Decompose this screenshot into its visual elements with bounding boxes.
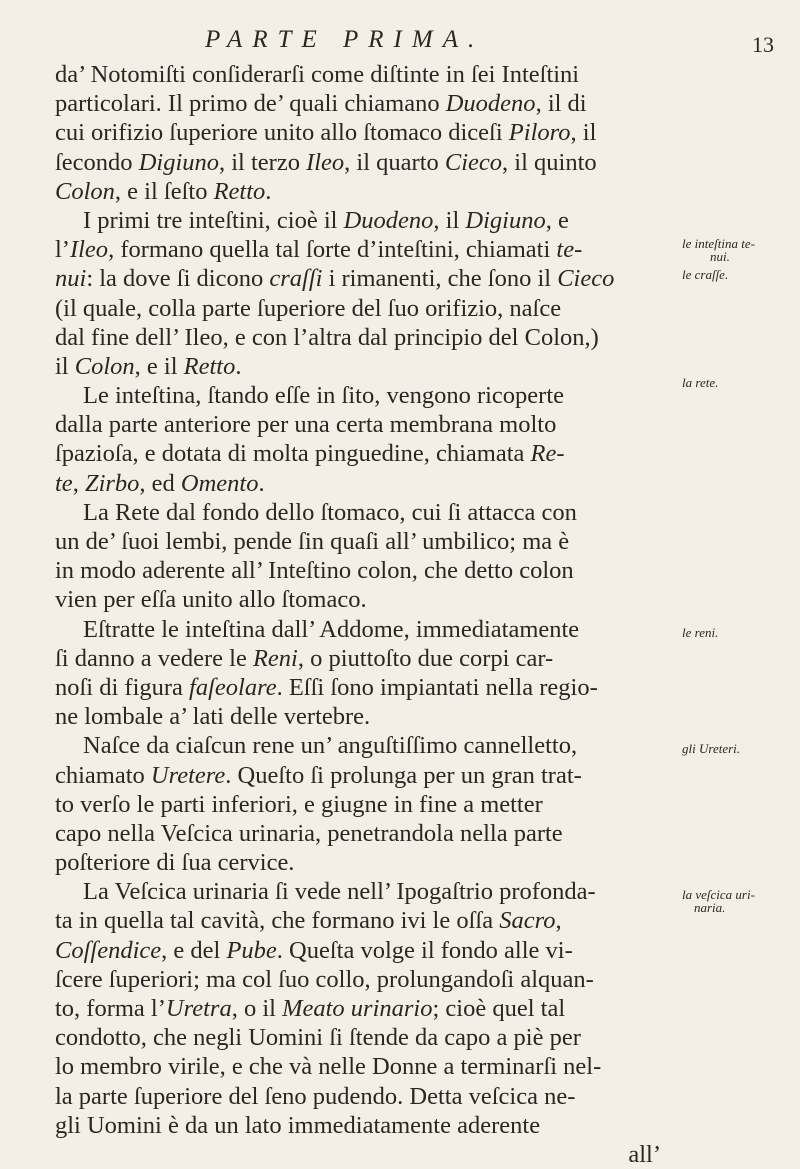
text-line: La Veſcica urinaria ſi vede nell’ Ipogaſtrio profonda- (83, 878, 596, 906)
text-line: La Rete dal fondo dello ſtomaco, cui ſi attacca con (83, 498, 577, 526)
margin-note-rete: la rete. (682, 375, 719, 390)
text-line: to verſo le parti inferiori, e giugne in fine a metter (55, 790, 543, 818)
text-line: te, Zirbo, ed Omento. (55, 469, 265, 497)
running-head: PARTE PRIMA. (205, 26, 485, 53)
text-line: ſpazioſa, e dotata di molta pinguedine, chiamata Re- (55, 440, 565, 468)
text-line: dalla parte anteriore per una certa membrana molto (55, 411, 557, 439)
text-line: Colon, e il ſeſto Retto. (55, 177, 272, 205)
text-line: Naſce da ciaſcun rene un’ anguſtiſſimo cannelletto, (83, 732, 578, 760)
text-line: (il quale, colla parte ſuperiore del ſuo orifizio, naſce (55, 294, 562, 322)
margin-note-intestini-crassi: le craſſe. (682, 267, 729, 282)
text-line: da’ Notomiſti conſiderarſi come diſtinte in ſei Inteſtini (55, 61, 580, 88)
text-line: il Colon, e il Retto. (55, 352, 242, 380)
text-line: nui: la dove ſi dicono craſſi i rimanenti, che ſono il Cieco (55, 265, 615, 293)
text-line: la parte ſuperiore del ſeno pudendo. Detta veſcica ne- (55, 1082, 576, 1110)
text-line: ſi danno a vedere le Reni, o piuttoſto due corpi car- (55, 644, 554, 672)
text-line: particolari. Il primo de’ quali chiamano Duodeno, il di (55, 90, 587, 118)
text-line: lo membro virile, e che và nelle Donne a terminarſi nel- (55, 1053, 602, 1081)
text-line: chiamato Uretere. Queſto ſi prolunga per un gran trat- (55, 761, 582, 789)
text-line: ta in quella tal cavità, che formano ivi le oſſa Sacro, (55, 907, 562, 935)
text-line: in modo aderente all’ Inteſtino colon, che detto colon (55, 557, 574, 585)
text-line: ne lombale a’ lati delle vertebre. (55, 703, 371, 731)
text-line: capo nella Veſcica urinaria, penetrandola nella parte (55, 819, 563, 847)
margin-note-ureteri: gli Ureteri. (682, 741, 741, 756)
text-line: condotto, che negli Uomini ſi ſtende da capo a piè per (55, 1024, 581, 1052)
text-line: un de’ ſuoi lembi, pende ſin quaſi all’ umbilico; ma è (55, 528, 570, 555)
body-text (55, 60, 675, 1169)
margin-note-vescica: la veſcica uri- naria. (682, 887, 755, 915)
text-line: I primi tre inteſtini, cioè il Duodeno, il Digiuno, e (83, 206, 569, 234)
text-line: l’Ileo, formano quella tal ſorte d’inteſtini, chiamati te- (55, 236, 583, 264)
text-line: gli Uomini è da un lato immediatamente aderente (55, 1111, 541, 1139)
page-number: 13 (752, 32, 774, 57)
text-line: Le inteſtina, ſtando eſſe in ſito, vengono ricoperte (83, 382, 565, 410)
text-line: poſteriore di ſua cervice. (55, 849, 295, 877)
text-line: to, forma l’Uretra, o il Meato urinario; cioè quel tal (55, 995, 566, 1022)
text-line: cui orifizio ſuperiore unito allo ſtomaco diceſi Piloro, il (55, 119, 597, 147)
text-line: Coſſendice, e del Pube. Queſta volge il fondo alle vi- (55, 936, 573, 964)
catchword: all’ (628, 1140, 661, 1168)
text-line: dal fine dell’ Ileo, e con l’altra dal principio del Colon,) (55, 323, 599, 351)
text-line: ſcere ſuperiori; ma col ſuo collo, prolungandoſi alquan- (55, 965, 594, 993)
margin-note-reni: le reni. (682, 625, 719, 640)
text-line: ſecondo Digiuno, il terzo Ileo, il quarto Cieco, il quinto (55, 148, 597, 176)
text-line: Eſtratte le inteſtina dall’ Addome, immediatamente (83, 615, 580, 643)
text-line: noſi di figura faſeolare. Eſſi ſono impiantati nella regio- (55, 673, 598, 701)
margin-note-intestini-tenui: le inteſtina te- nui. (682, 236, 755, 264)
text-line: vien per eſſa unito allo ſtomaco. (55, 586, 367, 614)
